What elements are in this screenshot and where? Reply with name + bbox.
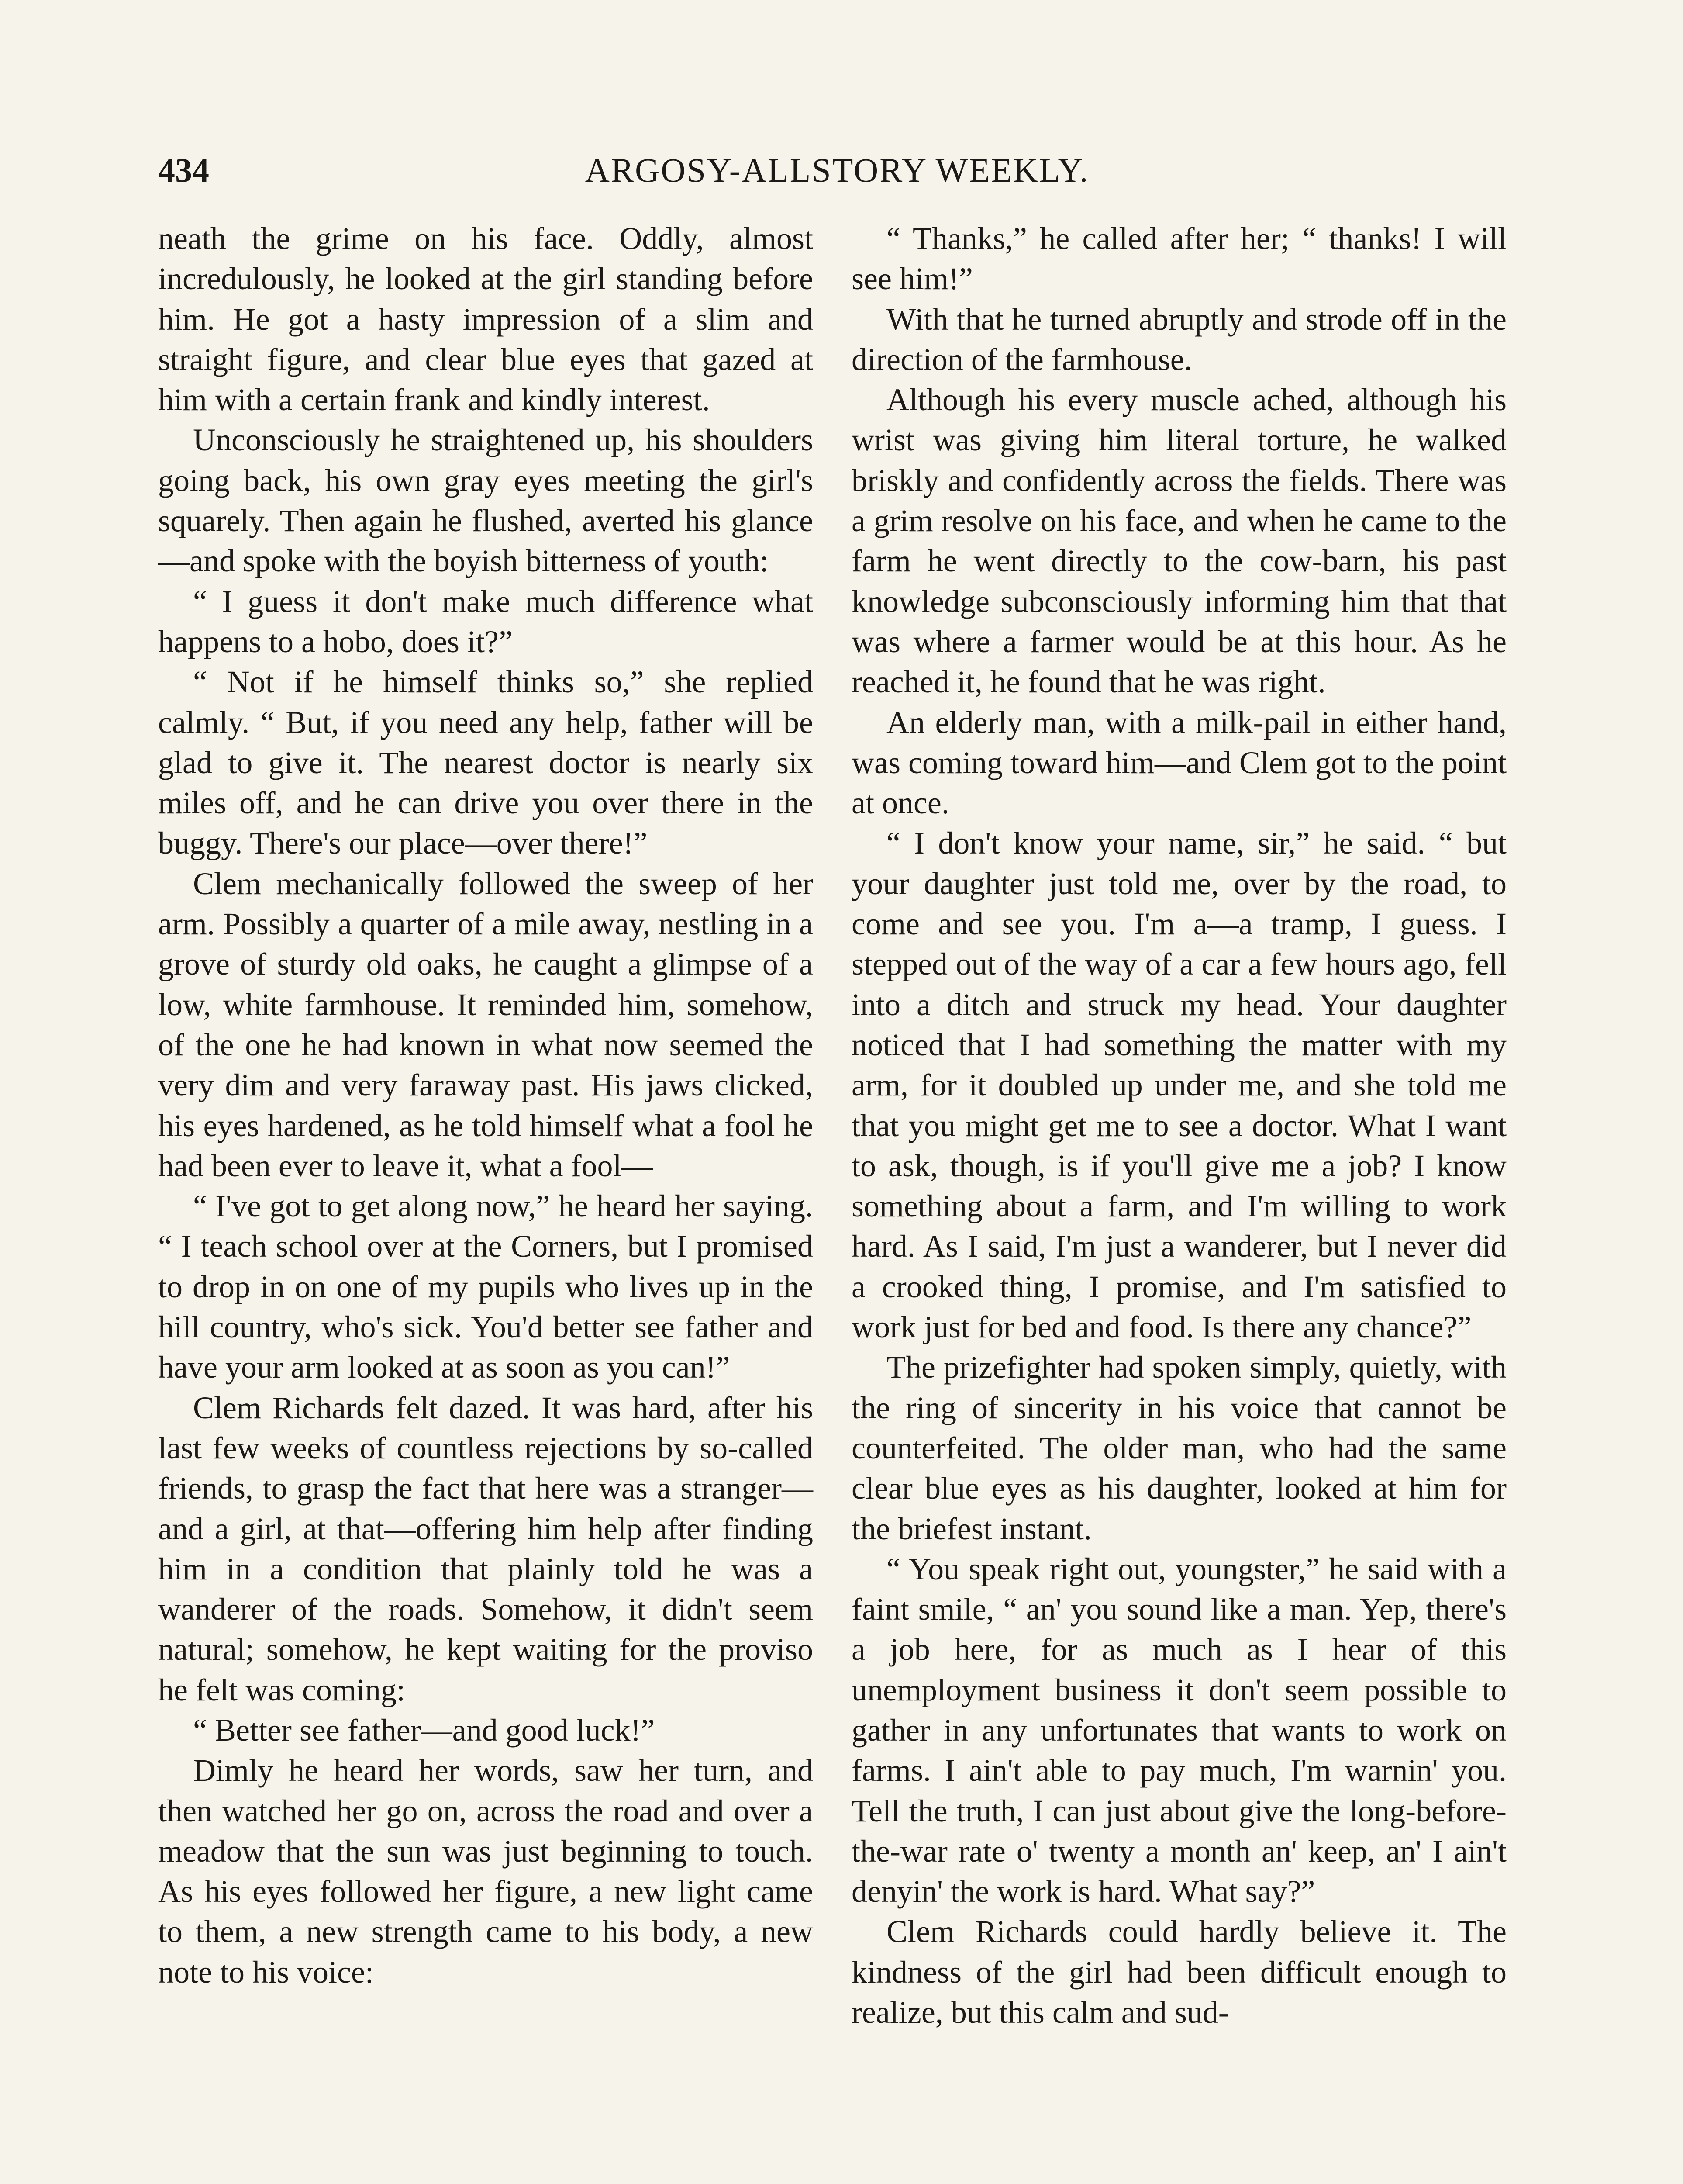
paragraph: neath the grime on his face. Oddly, almost incredulously, he looked at the girl standing before him. He got a hasty impression of a slim and straight figure, and clear blue eyes that gazed at him with a certain frank and kindly interest. <box>158 221 813 418</box>
paragraph: Unconsciously he straightened up, his shoulders going back, his own gray eyes meeting the girl's squarely. Then again he flushed, averted his glance—and spoke with the boyish bitterness of youth: <box>158 422 813 579</box>
paragraph: “ I've got to get along now,” he heard her saying. “ I teach school over at the Corners, but I promised to drop in on one of my pupils who lives up in the hill country, who's sick. You'd better see father and have your arm looked at as soon as you can!” <box>158 1189 813 1385</box>
paragraph: Clem Richards could hardly believe it. The kindness of the girl had been difficult enough to realize, but this calm and sud- <box>852 1914 1507 2030</box>
paragraph: “ You speak right out, youngster,” he said with a faint smile, “ an' you sound like a man. Yep, there's a job here, for as much as I hear of this unemployment business it don't seem possible to gather in any unfortunates that wants to work on farms. I ain't able to pay much, I'm warnin' you. Tell the truth, I can just about give the long-before-the-war rate o' twenty a month an' keep, an' I ain't denyin' the work is hard. What say?” <box>852 1551 1507 1909</box>
paragraph: “ I don't know your name, sir,” he said. “ but your daughter just told me, over by the road, to come and see you. I'm a—a tramp, I guess. I stepped out of the way of a car a few hours ago, fell into a ditch and struck my head. Your daughter noticed that I had something the matter with my arm, for it doubled up under me, and she told me that you might get me to see a doctor. What I want to ask, though, is if you'll give me a job? I know something about a farm, and I'm willing to work hard. As I said, I'm just a wanderer, but I never did a crooked thing, I promise, and I'm satisfied to work just for bed and food. Is there any chance?” <box>852 826 1507 1345</box>
page-header <box>158 144 1516 197</box>
paragraph: Clem Richards felt dazed. It was hard, after his last few weeks of countless rejections by so-called friends, to grasp the fact that here was a stranger—and a girl, at that—offering him help after finding him in a condition that plainly told he was a wanderer of the roads. Somehow, it didn't seem natural; somehow, he kept waiting for the proviso he felt was coming: <box>158 1390 813 1707</box>
right-column <box>852 218 1507 2032</box>
paragraph: “ Better see father—and good luck!” <box>193 1712 655 1748</box>
paragraph: Dimly he heard her words, saw her turn, and then watched her go on, across the road and over a meadow that the sun was just beginning to touch. As his eyes followed her figure, a new light came to them, a new strength came to his body, a new note to his voice: <box>158 1753 813 1990</box>
paragraph: “ Not if he himself thinks so,” she replied calmly. “ But, if you need any help, father will be glad to give it. The nearest doctor is nearly six miles off, and he can drive you over there in the buggy. There's our place—over there!” <box>158 664 813 861</box>
paragraph: The prizefighter had spoken simply, quietly, with the ring of sincerity in his voice that cannot be counterfeited. The older man, who had the same clear blue eyes as his daughter, looked at him for the briefest instant. <box>852 1350 1507 1546</box>
paragraph: Clem mechanically followed the sweep of her arm. Possibly a quarter of a mile away, nestling in a grove of sturdy old oaks, he caught a glimpse of a low, white farmhouse. It reminded him, somehow, of the one he had known in what now seemed the very dim and very faraway past. His jaws clicked, his eyes hardened, as he told himself what a fool he had been ever to leave it, what a fool— <box>158 866 813 1183</box>
paragraph: With that he turned abruptly and strode off in the direction of the farmhouse. <box>852 301 1507 377</box>
left-column <box>158 218 813 1992</box>
paragraph: An elderly man, with a milk-pail in either hand, was coming toward him—and Clem got to the point at once. <box>852 705 1507 821</box>
paragraph: “ I guess it don't make much difference what happens to a hobo, does it?” <box>158 584 813 659</box>
page-number: 434 <box>158 151 209 189</box>
paragraph: “ Thanks,” he called after her; “ thanks! I will see him!” <box>852 221 1507 297</box>
paragraph: Although his every muscle ached, although his wrist was giving him literal torture, he walked briskly and confidently across the fields. There was a grim resolve on his face, and when he came to the farm he went directly to the cow-barn, his past knowledge subconsciously informing him that that was where a farmer would be at this hour. As he reached it, he found that he was right. <box>852 382 1507 700</box>
running-head: ARGOSY-ALLSTORY WEEKLY. <box>585 151 1090 189</box>
